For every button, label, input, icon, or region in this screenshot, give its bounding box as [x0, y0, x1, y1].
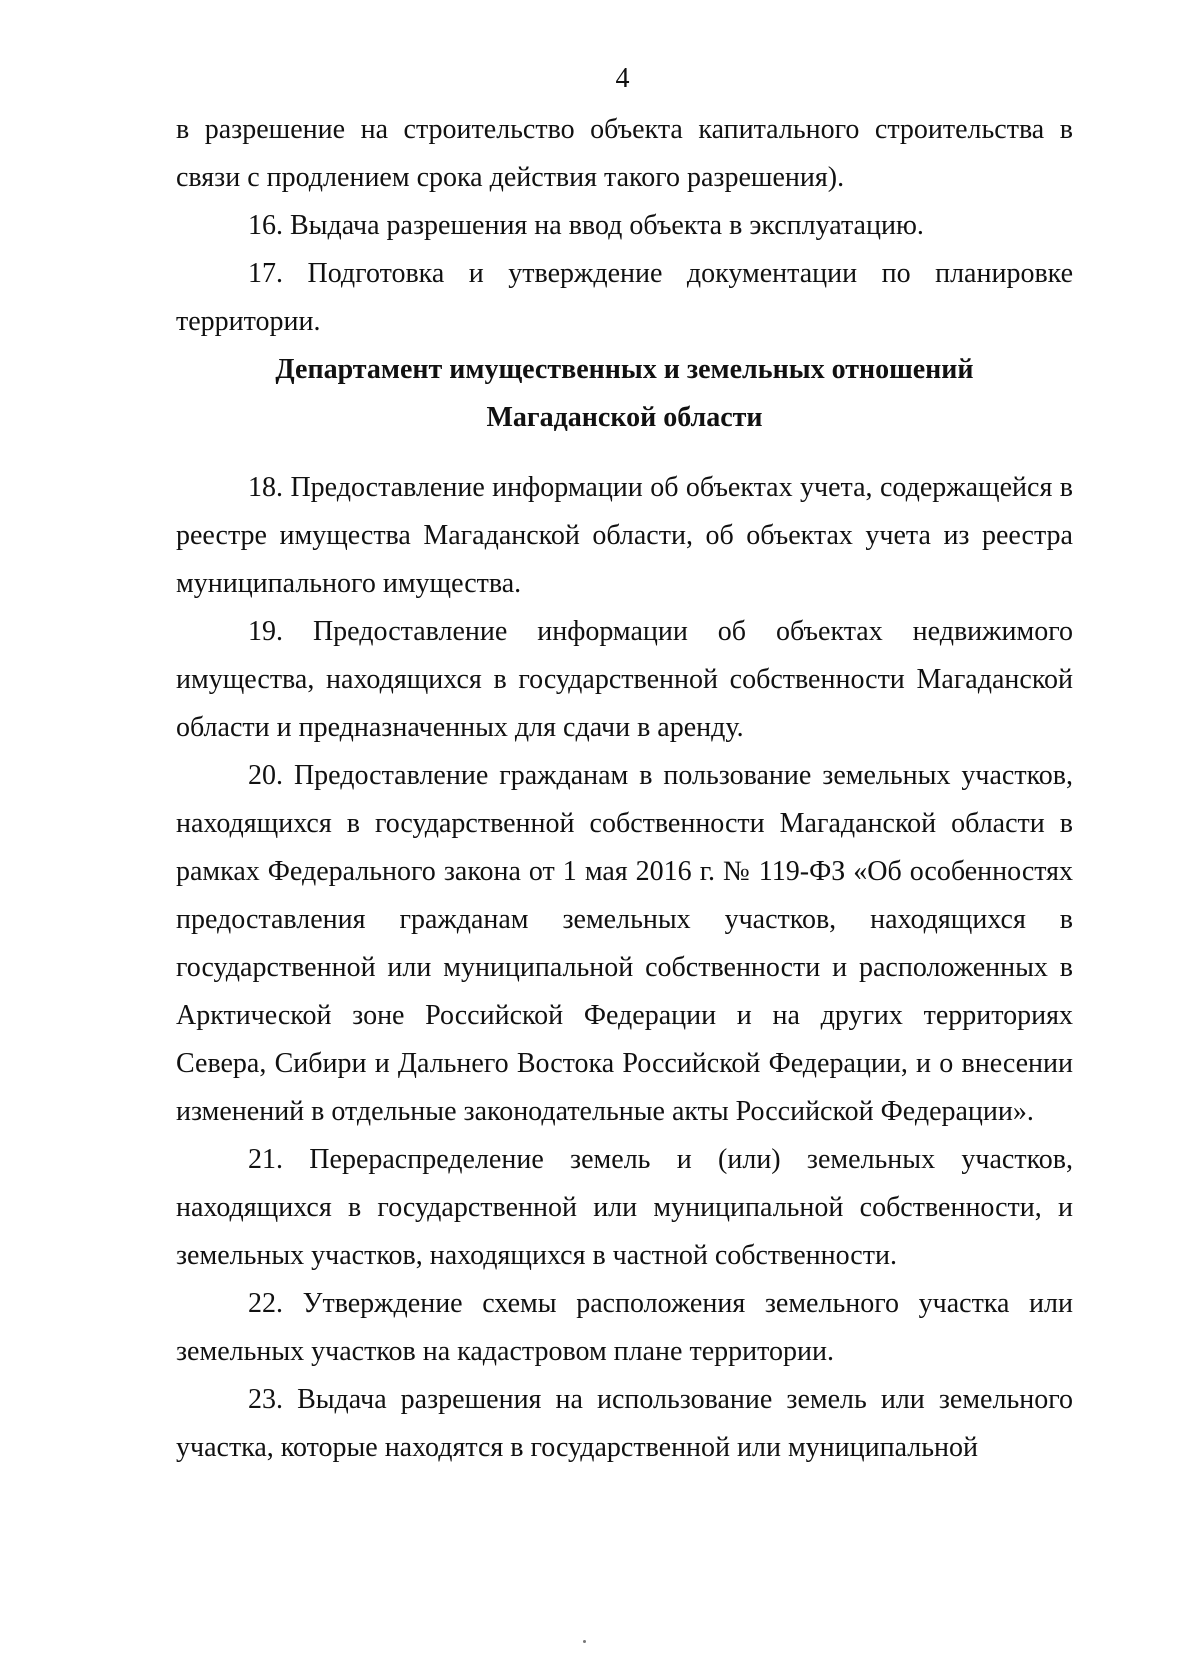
paragraph-22: 22. Утверждение схемы расположения земельного участка или земельных участков на кадастровом плане территории.: [176, 1288, 1073, 1367]
section-heading-line-1: Департамент имущественных и земельных отношений: [275, 354, 974, 385]
scan-speck: [583, 1640, 586, 1643]
paragraph-23: 23. Выдача разрешения на использование земель или земельного участка, которые находятся в государственной или муниципальной: [176, 1384, 1073, 1463]
page-number: 4: [615, 63, 630, 94]
paragraph-18: 18. Предоставление информации об объектах учета, содержащейся в реестре имущества Магаданской области, об объектах учета из реестра муниципального имущества.: [176, 472, 1073, 599]
paragraph-19: 19. Предоставление информации об объектах недвижимого имущества, находящихся в государственной собственности Магаданской области и предназначенных для сдачи в аренду.: [176, 616, 1073, 743]
paragraph-21: 21. Перераспределение земель и (или) земельных участков, находящихся в государственной или муниципальной собственности, и земельных участков, находящихся в частной собственности.: [176, 1144, 1073, 1271]
paragraph-17: 17. Подготовка и утверждение документации по планировке территории.: [176, 258, 1073, 337]
section-heading-line-2: Магаданской области: [486, 402, 763, 433]
heading-spacer: [176, 442, 1073, 464]
paragraph-continuation: в разрешение на строительство объекта капитального строительства в связи с продлением срока действия такого разрешения).: [176, 114, 1073, 193]
paragraph-20: 20. Предоставление гражданам в пользование земельных участков, находящихся в государственной собственности Магаданской области в рамках Федерального закона от 1 мая 2016 г. № 119-ФЗ «Об особенностях предоставления гражданам земельных участков, находящихся в государственной или муниципальной собственности и расположенных в Арктической зоне Российской Федерации и на других территориях Севера, Сибири и Дальнего Востока Российской Федерации, и о внесении изменений в отдельные законодательные акты Российской Федерации».: [176, 760, 1073, 1127]
paragraph-16: 16. Выдача разрешения на ввод объекта в эксплуатацию.: [248, 210, 924, 241]
section-heading: [176, 346, 1073, 442]
document-body: [176, 106, 1073, 1472]
